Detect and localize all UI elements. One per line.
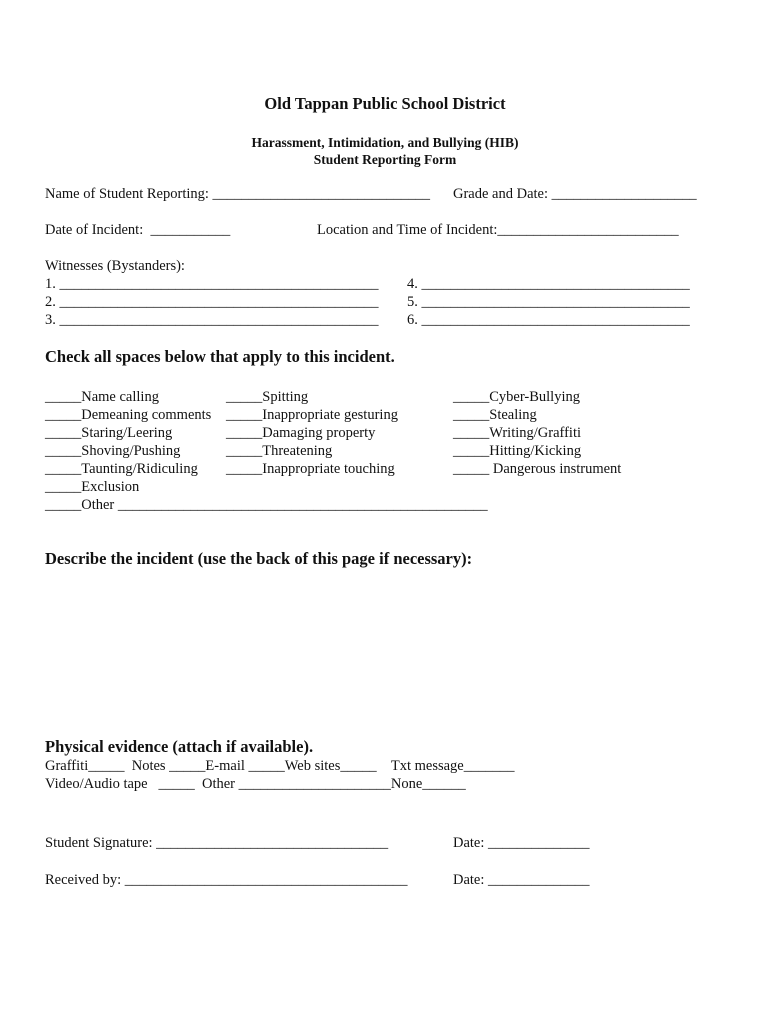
student-signature-field[interactable]: Student Signature: ________________________________ <box>45 835 389 851</box>
witness-line[interactable]: 3. ____________________________________________ <box>45 312 379 328</box>
evidence-line[interactable]: Video/Audio tape _____ Other _____________________None______ <box>45 776 466 792</box>
checklist-item[interactable]: _____Cyber-Bullying <box>453 389 580 405</box>
student-name-field[interactable]: Name of Student Reporting: ______________________________ <box>45 186 431 202</box>
describe-heading: Describe the incident (use the back of this page if necessary): <box>45 549 473 568</box>
checklist-item[interactable]: _____Threatening <box>226 443 333 459</box>
checklist-item[interactable]: _____Demeaning comments <box>45 407 212 423</box>
checklist-item[interactable]: _____Inappropriate touching <box>226 461 395 477</box>
checklist-item[interactable]: _____Staring/Leering <box>45 425 173 441</box>
checklist-item[interactable]: _____Name calling <box>45 389 159 405</box>
checklist-item[interactable]: _____Hitting/Kicking <box>453 443 582 459</box>
witness-line[interactable]: 4. _____________________________________ <box>407 276 690 292</box>
received-by-field[interactable]: Received by: _______________________________________ <box>45 872 408 888</box>
checklist-item[interactable]: _____Stealing <box>453 407 537 423</box>
grade-date-field[interactable]: Grade and Date: ____________________ <box>453 186 697 202</box>
checklist-item[interactable]: _____Inappropriate gesturing <box>226 407 398 423</box>
witness-line[interactable]: 6. _____________________________________ <box>407 312 690 328</box>
page-title: Old Tappan Public School District <box>264 94 506 113</box>
form-subtitle: Harassment, Intimidation, and Bullying (HIB) <box>251 135 519 150</box>
checklist-item[interactable]: _____Exclusion <box>45 479 140 495</box>
received-date-field[interactable]: Date: ______________ <box>453 872 590 888</box>
checklist-item[interactable]: _____Spitting <box>226 389 309 405</box>
incident-date-field[interactable]: Date of Incident: ___________ <box>45 222 231 238</box>
evidence-line[interactable]: Graffiti_____ Notes _____E-mail _____Web sites_____ Txt message_______ <box>45 758 515 774</box>
witness-line[interactable]: 1. ____________________________________________ <box>45 276 379 292</box>
checklist-item[interactable]: _____Shoving/Pushing <box>45 443 181 459</box>
evidence-heading: Physical evidence (attach if available). <box>45 737 314 756</box>
incident-location-field[interactable]: Location and Time of Incident:_________________________ <box>317 222 679 238</box>
witnesses-label: Witnesses (Bystanders): <box>45 258 185 274</box>
checklist-item[interactable]: _____ Dangerous instrument <box>453 461 622 477</box>
checklist-heading: Check all spaces below that apply to this incident. <box>45 347 395 366</box>
student-date-field[interactable]: Date: ______________ <box>453 835 590 851</box>
form-subtitle-2: Student Reporting Form <box>313 152 457 167</box>
checklist-item[interactable]: _____Writing/Graffiti <box>453 425 582 441</box>
witness-line[interactable]: 5. _____________________________________ <box>407 294 690 310</box>
checklist-item[interactable]: _____Damaging property <box>226 425 376 441</box>
checklist-item[interactable]: _____Taunting/Ridiculing <box>45 461 198 477</box>
describe-area[interactable] <box>45 578 725 728</box>
checklist-item-other[interactable]: _____Other ___________________________________________________ <box>45 497 488 513</box>
witness-line[interactable]: 2. ____________________________________________ <box>45 294 379 310</box>
